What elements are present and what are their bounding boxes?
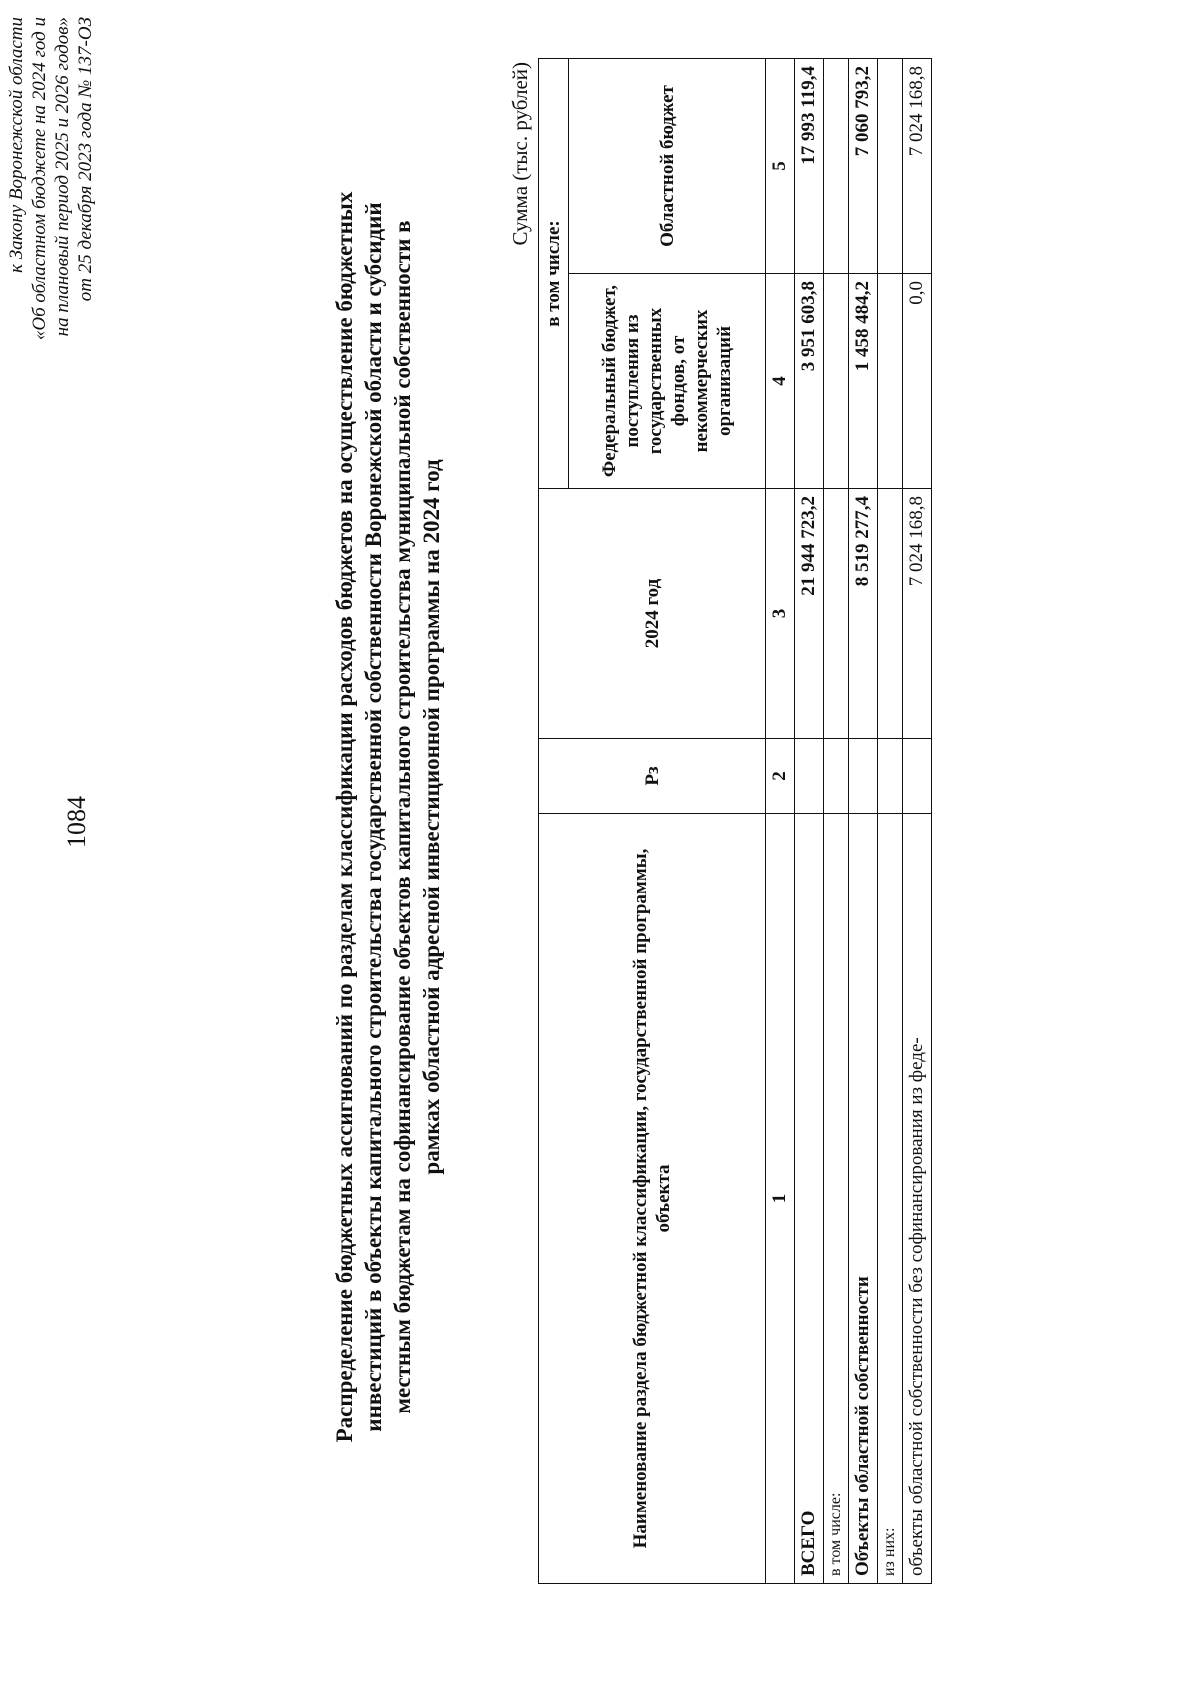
row-year-total: 7 024 168,8 bbox=[903, 489, 932, 739]
row-rz bbox=[824, 739, 849, 814]
row-name: объекты областной собственности без софинансирования из феде- bbox=[903, 814, 932, 1584]
document-title: Распределение бюджетных ассигнований по разделам классификации расходов бюджетов на осуществление бюджетных инвестиций в объекты капитального строительства государственной собственности Воронежской области и субсидий местным бюджетам на софинансирование объектов капитального строительства муниципальной собственности в рамках областной адресной инвестиционной программы на 2024 год bbox=[332, 191, 444, 1443]
row-regional: 7 060 793,2 bbox=[849, 58, 878, 273]
row-name: ВСЕГО bbox=[795, 814, 824, 1584]
unit-label: Сумма (тыс. рублей) bbox=[508, 62, 532, 246]
row-name: в том числе: bbox=[824, 814, 849, 1584]
table-row bbox=[903, 58, 932, 1583]
header-year: 2024 год bbox=[539, 489, 766, 739]
table-row bbox=[849, 58, 878, 1583]
table-row bbox=[824, 58, 849, 1583]
row-rz bbox=[878, 739, 903, 814]
row-year-total: 8 519 277,4 bbox=[849, 489, 878, 739]
header-rz: Рз bbox=[539, 739, 766, 814]
table-row bbox=[795, 58, 824, 1583]
row-name: Объекты областной собственности bbox=[849, 814, 878, 1584]
row-regional: 7 024 168,8 bbox=[903, 58, 932, 273]
row-rz bbox=[903, 739, 932, 814]
page-number: 1084 bbox=[62, 796, 91, 848]
row-year-total bbox=[878, 489, 903, 739]
column-index: 5 bbox=[766, 58, 795, 273]
row-year-total: 21 944 723,2 bbox=[795, 489, 824, 739]
row-regional bbox=[878, 58, 903, 273]
budget-table bbox=[538, 58, 932, 1584]
row-rz bbox=[795, 739, 824, 814]
row-year-total bbox=[824, 489, 849, 739]
row-federal: 1 458 484,2 bbox=[849, 274, 878, 489]
row-regional bbox=[824, 58, 849, 273]
header-name: Наименование раздела бюджетной классификации, государственной программы, объекта bbox=[539, 814, 766, 1584]
header-federal: Федеральный бюджет, поступления из государственных фондов, от некоммерческих организаций bbox=[569, 274, 766, 489]
row-federal: 3 951 603,8 bbox=[795, 274, 824, 489]
stamp-line: «Об областном бюджете на 2024 год и bbox=[29, 17, 50, 341]
header-including: в том числе: bbox=[539, 58, 569, 488]
stamp-line: к Закону Воронежской области bbox=[6, 17, 27, 273]
column-index: 1 bbox=[766, 814, 795, 1584]
table-row bbox=[878, 58, 903, 1583]
column-index: 2 bbox=[766, 739, 795, 814]
row-federal bbox=[878, 274, 903, 489]
row-federal bbox=[824, 274, 849, 489]
row-name: из них: bbox=[878, 814, 903, 1584]
column-index: 4 bbox=[766, 274, 795, 489]
stamp-line: на плановый период 2025 и 2026 годов» bbox=[52, 17, 73, 337]
row-federal: 0,0 bbox=[903, 274, 932, 489]
column-index: 3 bbox=[766, 489, 795, 739]
row-rz bbox=[849, 739, 878, 814]
law-reference-stamp bbox=[5, 17, 97, 447]
header-regional: Областной бюджет bbox=[569, 58, 766, 273]
stamp-line: от 25 декабря 2023 года № 137-ОЗ bbox=[75, 17, 96, 302]
column-index-row bbox=[766, 58, 795, 1583]
row-regional: 17 993 119,4 bbox=[795, 58, 824, 273]
header-row bbox=[539, 58, 569, 1583]
